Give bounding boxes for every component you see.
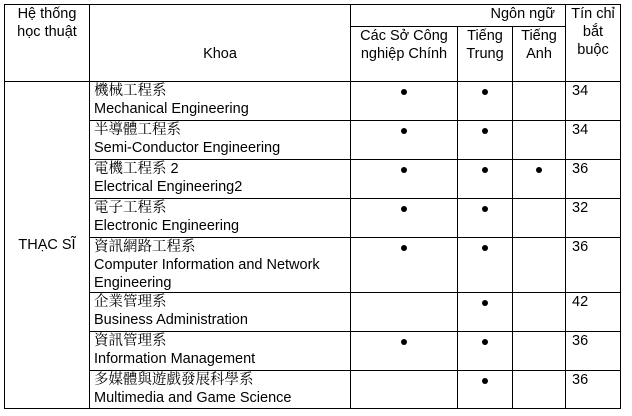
lang-main-cell <box>351 293 458 332</box>
lang-chinese-cell <box>458 82 513 121</box>
lang-chinese-cell <box>458 332 513 371</box>
table-row <box>5 160 621 199</box>
department-name-en: Electronic Engineering <box>94 218 240 234</box>
bullet-mark-icon <box>401 245 407 251</box>
table-row <box>5 238 621 293</box>
lang-main-cell <box>351 160 458 199</box>
header-language-group: Ngôn ngữ <box>351 5 566 27</box>
credits-cell: 36 <box>566 371 621 409</box>
department-name-en: Electrical Engineering2 <box>94 179 243 195</box>
bullet-mark-icon <box>482 167 488 173</box>
table-row <box>5 293 621 332</box>
lang-main-cell <box>351 332 458 371</box>
header-department: Khoa <box>90 5 351 82</box>
table-row <box>5 371 621 409</box>
department-name-zh: 企業管理系 <box>94 294 167 310</box>
header-lang-main: Các Sở Công nghiệp Chính <box>351 27 458 82</box>
lang-english-cell <box>513 238 566 293</box>
lang-chinese-cell <box>458 238 513 293</box>
bullet-mark-icon <box>401 89 407 95</box>
program-table <box>4 4 621 409</box>
credits-cell: 32 <box>566 199 621 238</box>
department-name-zh: 機械工程系 <box>94 83 167 99</box>
department-name-en: Information Management <box>94 351 256 367</box>
lang-chinese-cell <box>458 293 513 332</box>
lang-chinese-cell <box>458 371 513 409</box>
bullet-mark-icon <box>482 378 488 384</box>
department-name-zh: 多媒體與遊戲發展科學系 <box>94 372 254 388</box>
credits-cell: 34 <box>566 82 621 121</box>
lang-english-cell <box>513 82 566 121</box>
bullet-mark-icon <box>482 206 488 212</box>
lang-english-cell <box>513 371 566 409</box>
department-name-zh: 資訊網路工程系 <box>94 239 196 255</box>
department-name-zh: 半導體工程系 <box>94 122 181 138</box>
department-cell <box>90 199 351 238</box>
department-name-en: Multimedia and Game Science <box>94 390 292 406</box>
header-credits: Tín chỉ bắt buộc <box>566 5 621 82</box>
lang-main-cell <box>351 121 458 160</box>
table-row <box>5 82 621 121</box>
department-name-zh: 電機工程系 2 <box>94 161 179 177</box>
bullet-mark-icon <box>536 167 542 173</box>
credits-cell: 42 <box>566 293 621 332</box>
department-name-en: Semi-Conductor Engineering <box>94 140 281 156</box>
credits-cell: 36 <box>566 332 621 371</box>
department-name-zh: 電子工程系 <box>94 200 167 216</box>
bullet-mark-icon <box>482 245 488 251</box>
system-cell: THẠC SĨ <box>5 82 90 409</box>
bullet-mark-icon <box>482 89 488 95</box>
bullet-mark-icon <box>482 128 488 134</box>
bullet-mark-icon <box>401 128 407 134</box>
department-cell <box>90 293 351 332</box>
lang-main-cell <box>351 371 458 409</box>
lang-chinese-cell <box>458 121 513 160</box>
table-row <box>5 332 621 371</box>
bullet-mark-icon <box>401 167 407 173</box>
header-row-1 <box>5 5 621 27</box>
department-cell <box>90 332 351 371</box>
lang-main-cell <box>351 238 458 293</box>
department-cell <box>90 371 351 409</box>
lang-english-cell <box>513 160 566 199</box>
bullet-mark-icon <box>482 300 488 306</box>
header-system: Hệ thống học thuật <box>5 5 90 82</box>
lang-main-cell <box>351 199 458 238</box>
bullet-mark-icon <box>482 339 488 345</box>
department-cell <box>90 82 351 121</box>
lang-chinese-cell <box>458 160 513 199</box>
department-name-en: Computer Information and Network Engineering <box>94 257 320 291</box>
lang-english-cell <box>513 121 566 160</box>
department-cell <box>90 121 351 160</box>
lang-english-cell <box>513 332 566 371</box>
bullet-mark-icon <box>401 206 407 212</box>
department-cell <box>90 238 351 293</box>
lang-english-cell <box>513 199 566 238</box>
department-name-en: Business Administration <box>94 312 248 328</box>
credits-cell: 36 <box>566 238 621 293</box>
header-lang-english: Tiếng Anh <box>513 27 566 82</box>
lang-chinese-cell <box>458 199 513 238</box>
lang-main-cell <box>351 82 458 121</box>
department-name-en: Mechanical Engineering <box>94 101 249 117</box>
department-cell <box>90 160 351 199</box>
department-name-zh: 資訊管理系 <box>94 333 167 349</box>
lang-english-cell <box>513 293 566 332</box>
table-row <box>5 199 621 238</box>
credits-cell: 34 <box>566 121 621 160</box>
header-lang-chinese: Tiếng Trung <box>458 27 513 82</box>
credits-cell: 36 <box>566 160 621 199</box>
bullet-mark-icon <box>401 339 407 345</box>
table-row <box>5 121 621 160</box>
